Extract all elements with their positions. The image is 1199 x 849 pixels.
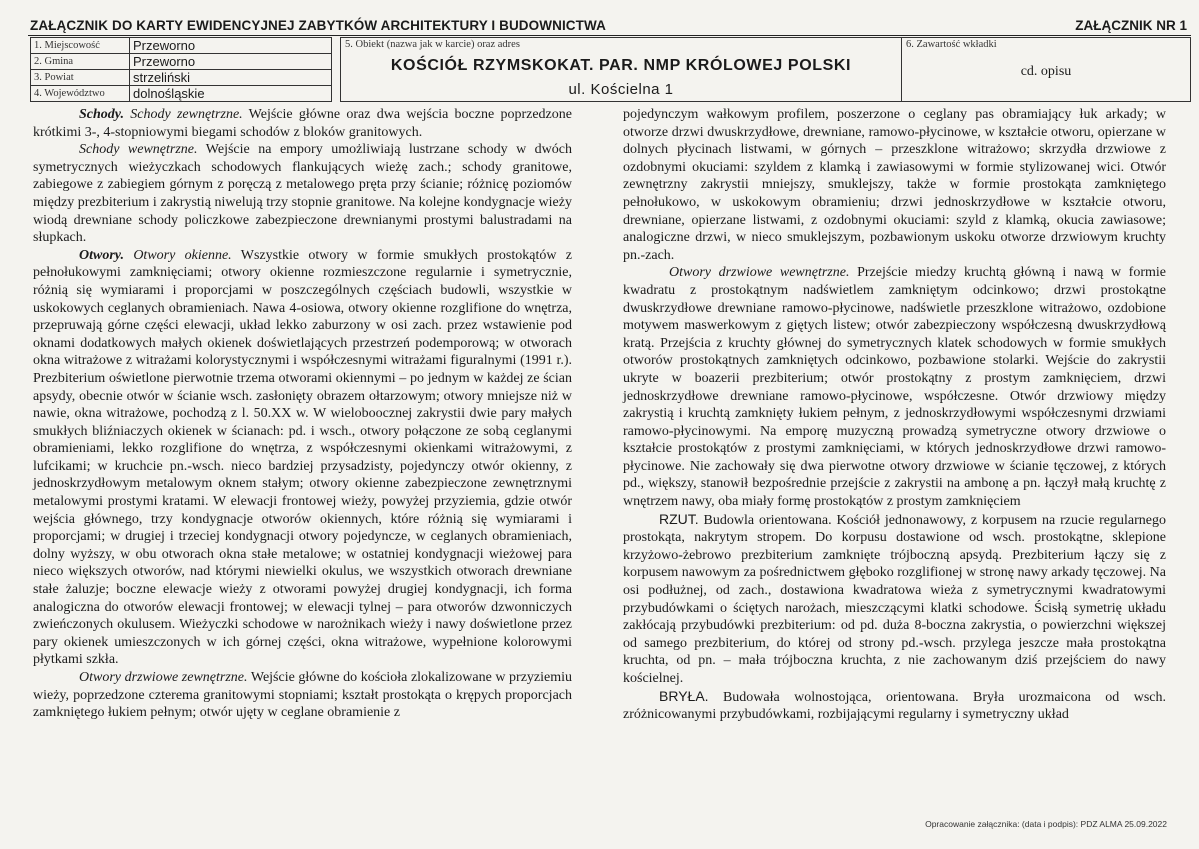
left-text-column xyxy=(33,106,572,796)
subheading-schody-wewnetrzne: Schody wewnętrzne. xyxy=(79,142,198,158)
location-row-town xyxy=(31,38,332,54)
text-bryla: Budowała wolnostojąca, orientowana. Bryła urozmaicona od wsch. zróżnicowanymi przybudówkami, rozbijającymi regularny i symetryczny układ xyxy=(623,689,1166,723)
heading-otwory: Otwory. xyxy=(79,247,124,263)
header-divider xyxy=(28,35,1191,36)
voivodeship-label: 4. Województwo xyxy=(31,86,130,102)
annex-number: ZAŁĄCZNIK NR 1 xyxy=(1075,18,1187,33)
heading-bryla: BRYŁA. xyxy=(659,687,709,704)
voivodeship-value: dolnośląskie xyxy=(130,86,332,102)
object-address: ul. Kościelna 1 xyxy=(568,81,674,98)
subheading-otwory-okienne: Otwory okienne. xyxy=(133,247,232,263)
paragraph-continuation xyxy=(623,106,1166,264)
town-value: Przeworno xyxy=(130,38,332,54)
commune-label: 2. Gmina xyxy=(31,54,130,70)
text-otwory-drzwiowe-wewnetrzne: Przejście miedzy kruchtą główną i nawą w formie kwadratu z prostokątnym nadświetlem zamkniętym odcinkowo; drzwi prostokątne dwuskrzydłowe drewniane ramowo-płycinowe, nadświetle przeszklone witrażowo, ozdobione motywem maswerkowym z giętych listew; otwór zabezpieczony współczesną dwuskrzydłową kratą. Przejścia z kruchty głównej do symetrycznych klatek schodowych w formie smukłych otworów prostokątnych zamkniętych odcinkowo, pozbawione stolarki. Wejście do zakrystii ukryte w boazerii prezbiterium; otwór prostokątny z prostym zamknięciem, drzwi jednoskrzydłowe drewniane ramowo-płycinowe, współczesne. Otwór drzwiowy między zakrystią i kruchtą zamknięty łukiem pełnym, z jednoskrzydłowymi współczesnymi drzwiami ramowo-płycinowymi. Na emporę muzyczną prowadzą symetryczne otwory drzwiowe o kształcie prostokątów z prostymi zamknięciami, w których jednoskrzydłowe drzwi ramowo-płycinowe. Nie zachowały się dwa pierwotne otwory drzwiowe w ścianie tęczowej, z których pd., większy, stanowił bezpośrednie przejście z zakrystii na ambonę a pn. łączył małą kruchtę z wnętrzem nawy, oba miały formę prostokątów z prostym zamknięciem xyxy=(623,265,1166,510)
text-rzut: Budowla orientowana. Kościół jednonawowy, z korpusem na rzucie regularnego prostokąta, nakrytym stropem. Do korpusu dostawione od wsch. prostokątne, sklepione krzyżowo-żebrowo prezbiterium zamknięte trójboczną apsydą. Prezbiterium łączy się z korpusem nawowym za pośrednictwem głęboko rozglifionej w stronę nawy arkady tęczowej. Na osi podłużnej, od zach., dostawiona kwadratowa wieża z symetrycznymi kwadratowymi przybudówkami o ściętych narożach, mieszczącymi klatki schodowe. Ścisłą symetrię układu zakłócają przybudówki prezbiterium: od pd. duża 8-boczna zakrystia, o powierzchni większej od samego prezbiterium, do której od strony pd.-wsch. przylega jeszcze mała prostokątna kruchta, od pn. – mała trójboczna kruchta, z nie zachowanym dziś przejściem do nawy kościelnej. xyxy=(623,512,1166,686)
paragraph-schody-wewnetrzne xyxy=(33,141,572,247)
text-schody-wewnetrzne: Wejście na empory umożliwiają lustrzane schody w dwóch symetrycznych wieżyczkach schodowych flankujących wieżę zach.; schody granitowe, zabiegowe z zabiegiem górnym z poręczą z metalowego pręta przy ścianie; różnicę poziomów między prezbiterium i zakrystią niwelują trzy stopnie granitowe. Na kolejne kondygnacje wieży wiodą drewniane schody policzkowe zabezpieczone drewnianymi prostymi balustradami na słupkach. xyxy=(33,142,573,246)
object-label: 5. Obiekt (nazwa jak w karcie) oraz adres xyxy=(345,39,520,50)
contents-label: 6. Zawartość wkładki xyxy=(906,39,997,50)
annex-title: ZAŁĄCZNIK DO KARTY EWIDENCYJNEJ ZABYTKÓW ARCHITEKTURY I BUDOWNICTWA xyxy=(30,18,606,33)
paragraph-schody-zewnetrzne xyxy=(33,106,572,141)
right-text-column xyxy=(623,106,1166,796)
heading-rzut: RZUT. xyxy=(659,510,699,527)
text-continuation: pojedynczym wałkowym profilem, poszerzone o ceglany pas obramiający łuk arkady; w otworze drzwi dwuskrzydłowe, drewniane, ramowo-płycinowe, w kształcie otworu, opierzane w dolnych płycinach listwami, w górnych – przeszklone witrażowo; skrzydła drzwiowe z ozdobnymi okuciami: szyldem z klamką i zawiasowymi w formie stylizowanej wici. Otwór zewnętrzny zakrystii mniejszy, smuklejszy, także w formie prostokąta zamkniętego pełnołukowo, w uskokowym obramieniu; drzwi jednoskrzydłowe w kształcie otworu, drewniane, opierzane listwami, z ozdobnymi okuciami: szyld z klamką, okucia zawiasowe; analogiczne drzwi, w nieco smuklejszym, pozbawionym uskoku otworze drzwiowym kruchty pn.-zach. xyxy=(623,107,1166,263)
district-value: strzeliński xyxy=(130,70,332,86)
heading-schody: Schody. xyxy=(79,107,124,122)
contents-value: cd. opisu xyxy=(1020,64,1072,79)
object-name: KOŚCIÓŁ RZYMSKOKAT. PAR. NMP KRÓLOWEJ POLSKI xyxy=(390,57,852,74)
town-label: 1. Miejscowość xyxy=(31,38,130,54)
footer-signature: Opracowanie załącznika: (data i podpis): PDZ ALMA 25.09.2022 xyxy=(925,819,1167,829)
text-otwory-drzwiowe-zewnetrzne: Wejście główne do kościoła zlokalizowane w przyziemiu wieży, poprzedzone czterema granitowymi stopniami; kształt prostokąta o krępych proporcjach zamkniętego łukiem pełnym; otwór ujęty w ceglane obramienie z xyxy=(33,670,573,721)
text-schody-zewnetrzne: Wejście główne oraz dwa wejścia boczne poprzedzone krótkimi 3-, 4-stopniowymi biegami schodów z bloków granitowych. xyxy=(33,107,572,140)
contents-box xyxy=(902,37,1191,102)
subheading-schody-zewnetrzne: Schody zewnętrzne. xyxy=(130,107,243,122)
text-otwory-okienne: Wszystkie otwory w formie smukłych prostokątów z pełnołukowymi zamknięciami; otwory okienne rozmieszczone regularnie i symetrycznie, różnią się wymiarami i proporcjami w poszczególnych częściach budowli, wszystkie w uskokowych ceglanych obramieniach. Nawa 4-osiowa, otwory okienne rozglifione do wnętrza, przepruwają górne części elewacji, układ lekko zaburzony w osi zach. przez wstawienie pod oknami dodatkowych małych okienek doświetlających przestrzeń podemporową; w otworach okna witrażowe z witrażami kolorystycznymi i współczesnymi witrażami figuralnymi (1991 r.). Prezbiterium oświetlone pierwotnie trzema otworami okiennymi – po jednym w każdej ze ścian apsydy, obecnie otwór w ścianie wsch. zasłonięty obrazem ołtarzowym; otwory mniejsze niż w nawie, okna witrażowe, pochodzą z l. 50.XX w. W wieloboocznej zakrystii dwie pary małych smukłych bliźniaczych okienek w ścianach: pd. i wsch., otwory połączone ze sobą ceglanymi obramieniami, lekko rozglifione do wnętrza, z współczesnymi okienkami witrażowymi, z lufcikami; w kruchcie pn.-wsch. nieco bardziej przysadzisty, pojedynczy otwór okienny, z jednoskrzydłowym metalowym oknem stałym; otwory okienne zabezpieczone zewnętrznymi metalowymi prostymi kratami. W elewacji frontowej wieży, powyżej przyziemia, gdzie otwór wejścia głównego, trzy kondygnacje otworów okiennych, które różnią się wymiarami i proporcjami; w drugiej i trzeciej kondygnacji otwory pojedyncze, w ceglanych obramieniach, dolny wyższy, w obu otworach okna stałe metalowe; w ostatniej kondygnacji wieżowej para nieco większych otworów, nad którymi niewielki okulus, we wszystkich otworach drewniane stałe żaluzje; boczne elewacje wieży z otworami powyżej drugiej kondygnacji, ich forma analogiczna do otworów elewacji frontowej; w elewacji tylnej – para otworów dzwonniczych zwieńczonych okulusem. Wieżyczki schodowe w narożnikach wieży i nawy doświetlone przez pary okienek umieszczonych w ich górnej części, okna witrażowe, wypełnione kolorowymi płytkami szkła. xyxy=(33,247,572,668)
paragraph-bryla xyxy=(623,688,1166,724)
subheading-otwory-drzwiowe-wewnetrzne: Otwory drzwiowe wewnętrzne. xyxy=(669,265,850,281)
paragraph-otwory-okienne xyxy=(33,247,572,669)
location-row-district xyxy=(31,70,332,86)
location-row-voivodeship xyxy=(31,86,332,102)
subheading-otwory-drzwiowe-zewnetrzne: Otwory drzwiowe zewnętrzne. xyxy=(79,670,248,685)
location-row-commune xyxy=(31,54,332,70)
paragraph-rzut xyxy=(623,511,1166,688)
location-table xyxy=(30,37,332,102)
object-box xyxy=(340,37,902,102)
paragraph-otwory-drzwiowe-zewnetrzne xyxy=(33,669,572,722)
commune-value: Przeworno xyxy=(130,54,332,70)
district-label: 3. Powiat xyxy=(31,70,130,86)
paragraph-otwory-drzwiowe-wewnetrzne xyxy=(623,264,1166,510)
